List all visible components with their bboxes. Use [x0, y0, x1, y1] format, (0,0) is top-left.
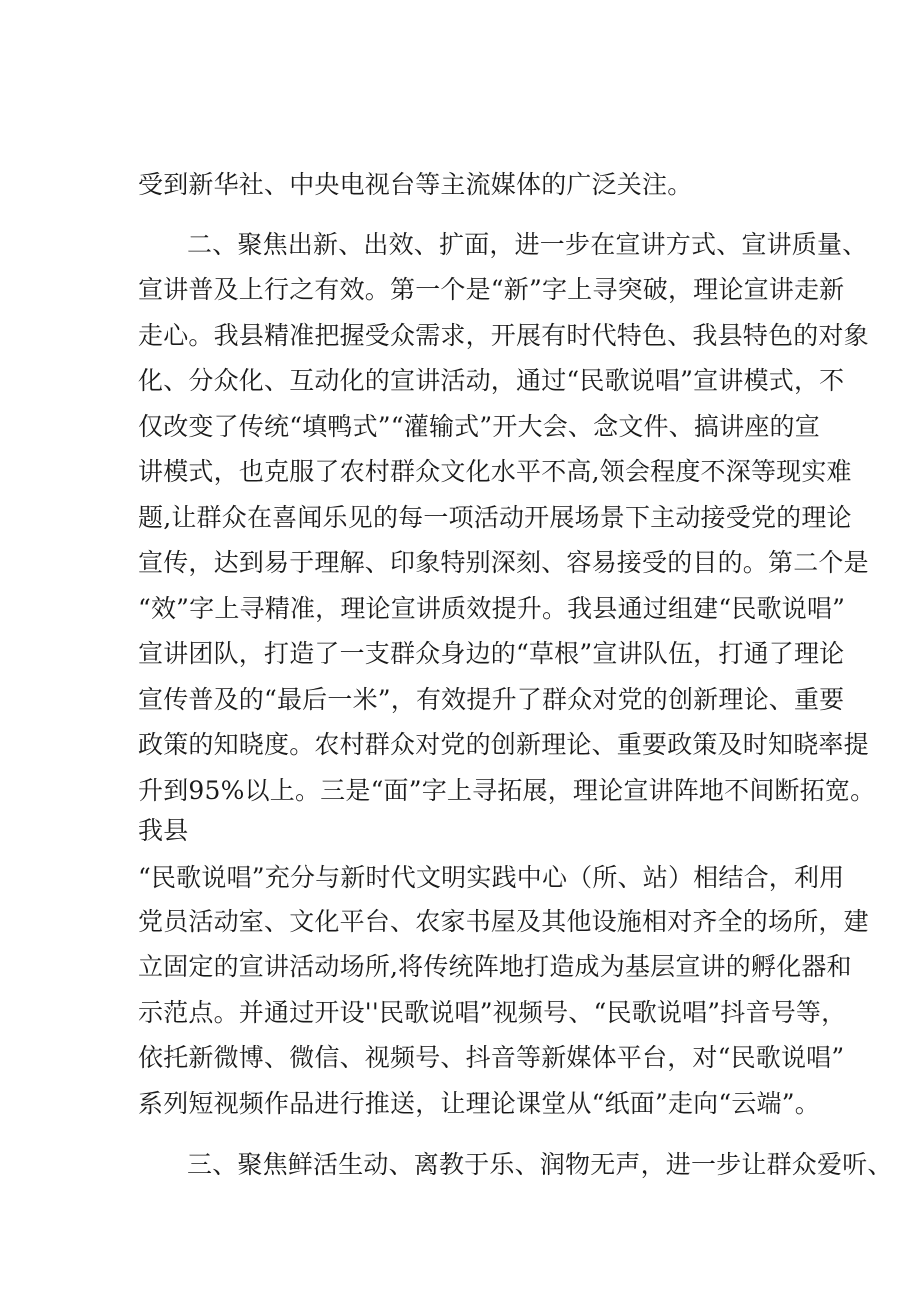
text-line-7: 讲模式，也克服了农村群众文化水平不高,领会程度不深等现实难	[138, 457, 852, 486]
text-line-20: 依托新微博、微信、视频号、抖音等新媒体平台，对“民歌说唱”	[138, 1043, 845, 1072]
text-line-14: 升到95%以上。三是“面”字上寻拓展，理论宣讲阵地不间断拓宽。	[138, 776, 876, 805]
text-line-9: 宣传，达到易于理解、印象特别深刻、容易接受的目的。第二个是	[138, 548, 869, 577]
text-line-13: 政策的知晓度。农村群众对党的创新理论、重要政策及时知晓率提	[138, 730, 869, 759]
text-line-1: 受到新华社、中央电视台等主流媒体的广泛关注。	[138, 170, 693, 199]
text-line-2: 二、聚焦出新、出效、扩面，进一步在宣讲方式、宣讲质量、	[187, 230, 868, 259]
text-line-16: “民歌说唱”充分与新时代文明实践中心（所、站）相结合，利用	[138, 863, 845, 892]
text-line-6: 仅改变了传统“填鸭式”“灌输式”开大会、念文件、搞讲座的宣	[138, 412, 820, 441]
text-line-15: 我县	[138, 816, 189, 845]
text-line-17: 党员活动室、文化平台、农家书屋及其他设施相对齐全的场所，建	[138, 907, 869, 936]
text-line-19: 示范点。并通过开设''民歌说唱”视频号、“民歌说唱”抖音号等，	[138, 998, 847, 1027]
text-line-8: 题,让群众在喜闻乐见的每一项活动开展场景下主动接受党的理论	[138, 503, 852, 532]
text-line-4: 走心。我县精准把握受众需求，开展有时代特色、我县特色的对象	[138, 321, 869, 350]
text-line-22: 三、聚焦鲜活生动、离教于乐、润物无声，进一步让群众爱听、	[187, 1150, 893, 1179]
text-line-11: 宣讲团队，打造了一支群众身边的“草根”宣讲队伍，打通了理论	[138, 639, 845, 668]
text-line-5: 化、分众化、互动化的宣讲活动，通过“民歌说唱”宣讲模式，不	[138, 366, 845, 395]
text-line-18: 立固定的宣讲活动场所,将传统阵地打造成为基层宣讲的孵化器和	[138, 952, 852, 981]
text-line-10: “效”字上寻精准，理论宣讲质效提升。我县通过组建“民歌说唱”	[138, 594, 846, 623]
text-line-3: 宣讲普及上行之有效。第一个是“新”字上寻突破，理论宣讲走新	[138, 275, 845, 304]
text-line-12: 宣传普及的“最后一米”，有效提升了群众对党的创新理论、重要	[138, 685, 845, 714]
text-line-21: 系列短视频作品进行推送，让理论课堂从“纸面”走向“云端”。	[138, 1089, 820, 1118]
